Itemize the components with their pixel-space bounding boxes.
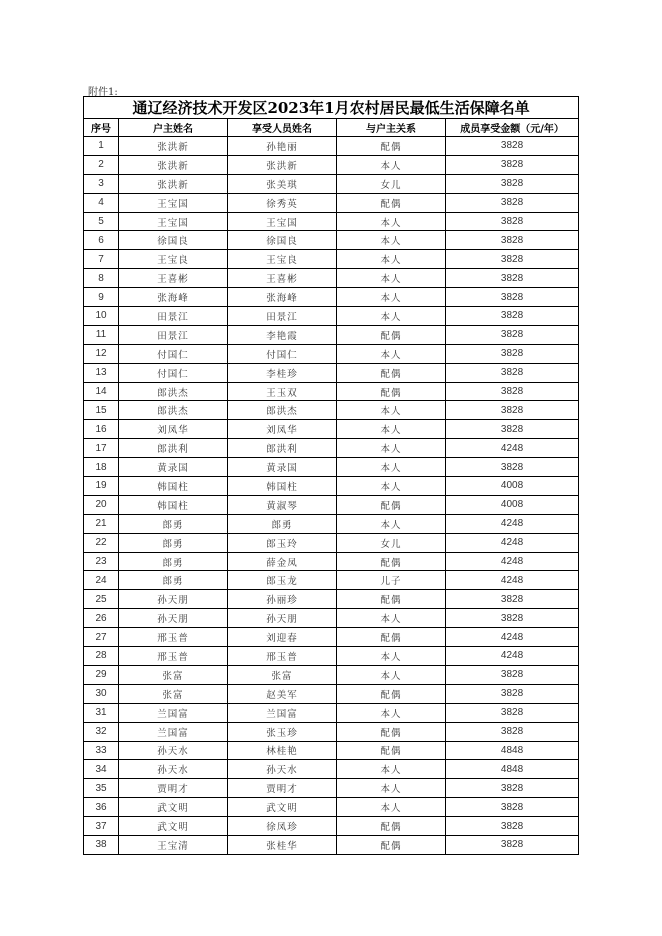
cell-household-head: 孙天朋 (119, 590, 228, 609)
cell-beneficiary: 黄淑琴 (228, 495, 337, 514)
cell-amount: 3828 (446, 250, 579, 269)
cell-beneficiary: 李桂珍 (228, 363, 337, 382)
cell-relationship: 配偶 (337, 193, 446, 212)
table-row (84, 722, 579, 741)
cell-relationship: 配偶 (337, 590, 446, 609)
table-row (84, 231, 579, 250)
cell-relationship: 配偶 (337, 363, 446, 382)
cell-serial: 5 (84, 212, 119, 231)
table-row (84, 307, 579, 326)
header-relationship: 与户主关系 (337, 119, 446, 137)
document-title: 通辽经济技术开发区2023年1月农村居民最低生活保障名单 (84, 97, 579, 119)
cell-amount: 3828 (446, 817, 579, 836)
cell-amount: 4248 (446, 533, 579, 552)
table-row (84, 420, 579, 439)
table-row (84, 703, 579, 722)
cell-household-head: 兰国富 (119, 722, 228, 741)
cell-relationship: 女儿 (337, 533, 446, 552)
table-row (84, 552, 579, 571)
cell-amount: 3828 (446, 155, 579, 174)
cell-beneficiary: 王喜彬 (228, 269, 337, 288)
subsistence-list-table (83, 96, 579, 855)
cell-household-head: 张洪新 (119, 137, 228, 156)
cell-relationship: 本人 (337, 609, 446, 628)
cell-amount: 3828 (446, 269, 579, 288)
cell-amount: 4008 (446, 495, 579, 514)
cell-beneficiary: 付国仁 (228, 344, 337, 363)
cell-beneficiary: 张玉珍 (228, 722, 337, 741)
cell-amount: 3828 (446, 325, 579, 344)
cell-household-head: 王喜彬 (119, 269, 228, 288)
cell-household-head: 刘凤华 (119, 420, 228, 439)
cell-serial: 29 (84, 665, 119, 684)
cell-household-head: 韩国柱 (119, 495, 228, 514)
annex-label: 附件1: (88, 87, 118, 98)
cell-serial: 7 (84, 250, 119, 269)
cell-serial: 24 (84, 571, 119, 590)
cell-amount: 3828 (446, 137, 579, 156)
cell-household-head: 张洪新 (119, 174, 228, 193)
cell-serial: 3 (84, 174, 119, 193)
cell-amount: 3828 (446, 174, 579, 193)
table-row (84, 590, 579, 609)
cell-beneficiary: 郎洪利 (228, 439, 337, 458)
cell-serial: 11 (84, 325, 119, 344)
cell-relationship: 配偶 (337, 552, 446, 571)
table-row (84, 817, 579, 836)
cell-household-head: 郎勇 (119, 514, 228, 533)
table-row (84, 269, 579, 288)
cell-household-head: 孙天朋 (119, 609, 228, 628)
cell-relationship: 配偶 (337, 835, 446, 854)
table-row (84, 835, 579, 854)
header-row (84, 119, 579, 137)
table-row (84, 684, 579, 703)
cell-relationship: 本人 (337, 779, 446, 798)
cell-serial: 28 (84, 647, 119, 666)
cell-household-head: 王宝国 (119, 212, 228, 231)
cell-amount: 3828 (446, 609, 579, 628)
cell-serial: 1 (84, 137, 119, 156)
cell-household-head: 张富 (119, 684, 228, 703)
cell-serial: 33 (84, 741, 119, 760)
cell-household-head: 王宝清 (119, 835, 228, 854)
cell-amount: 3828 (446, 420, 579, 439)
cell-serial: 16 (84, 420, 119, 439)
cell-serial: 21 (84, 514, 119, 533)
cell-amount: 3828 (446, 401, 579, 420)
cell-beneficiary: 张桂华 (228, 835, 337, 854)
cell-beneficiary: 郎洪杰 (228, 401, 337, 420)
cell-amount: 4248 (446, 647, 579, 666)
cell-amount: 4248 (446, 552, 579, 571)
cell-serial: 30 (84, 684, 119, 703)
cell-beneficiary: 孙丽珍 (228, 590, 337, 609)
cell-household-head: 张洪新 (119, 155, 228, 174)
cell-serial: 26 (84, 609, 119, 628)
title-row (84, 97, 579, 119)
cell-serial: 35 (84, 779, 119, 798)
cell-relationship: 本人 (337, 665, 446, 684)
cell-beneficiary: 张美琪 (228, 174, 337, 193)
cell-relationship: 配偶 (337, 741, 446, 760)
table-row (84, 495, 579, 514)
table-row (84, 401, 579, 420)
cell-household-head: 郎洪利 (119, 439, 228, 458)
cell-relationship: 本人 (337, 288, 446, 307)
header-serial: 序号 (84, 119, 119, 137)
cell-household-head: 武文明 (119, 817, 228, 836)
cell-relationship: 本人 (337, 458, 446, 477)
cell-household-head: 田景江 (119, 325, 228, 344)
cell-beneficiary: 邢玉普 (228, 647, 337, 666)
table-row (84, 477, 579, 496)
cell-serial: 2 (84, 155, 119, 174)
cell-household-head: 郎勇 (119, 552, 228, 571)
cell-amount: 4248 (446, 571, 579, 590)
cell-amount: 3828 (446, 212, 579, 231)
cell-household-head: 郎勇 (119, 533, 228, 552)
table-row (84, 741, 579, 760)
cell-relationship: 本人 (337, 420, 446, 439)
cell-amount: 3828 (446, 684, 579, 703)
table-row (84, 760, 579, 779)
cell-household-head: 兰国富 (119, 703, 228, 722)
cell-serial: 19 (84, 477, 119, 496)
table-row (84, 382, 579, 401)
cell-household-head: 贾明才 (119, 779, 228, 798)
cell-relationship: 本人 (337, 477, 446, 496)
cell-relationship: 本人 (337, 703, 446, 722)
cell-serial: 10 (84, 307, 119, 326)
cell-beneficiary: 贾明才 (228, 779, 337, 798)
cell-beneficiary: 徐国良 (228, 231, 337, 250)
table-row (84, 533, 579, 552)
cell-beneficiary: 李艳霞 (228, 325, 337, 344)
cell-relationship: 本人 (337, 760, 446, 779)
header-amount: 成员享受金额（元/年） (446, 119, 579, 137)
cell-serial: 38 (84, 835, 119, 854)
cell-relationship: 本人 (337, 344, 446, 363)
cell-household-head: 孙天水 (119, 741, 228, 760)
cell-serial: 34 (84, 760, 119, 779)
header-household-head: 户主姓名 (119, 119, 228, 137)
cell-relationship: 本人 (337, 439, 446, 458)
cell-serial: 22 (84, 533, 119, 552)
cell-relationship: 本人 (337, 514, 446, 533)
table-row (84, 174, 579, 193)
cell-serial: 4 (84, 193, 119, 212)
cell-beneficiary: 王宝良 (228, 250, 337, 269)
cell-amount: 4848 (446, 741, 579, 760)
cell-beneficiary: 徐秀英 (228, 193, 337, 212)
cell-amount: 3828 (446, 703, 579, 722)
cell-amount: 3828 (446, 798, 579, 817)
cell-serial: 27 (84, 628, 119, 647)
cell-relationship: 本人 (337, 250, 446, 269)
cell-beneficiary: 张洪新 (228, 155, 337, 174)
cell-beneficiary: 王玉双 (228, 382, 337, 401)
cell-serial: 32 (84, 722, 119, 741)
cell-relationship: 本人 (337, 231, 446, 250)
cell-serial: 12 (84, 344, 119, 363)
table-row (84, 458, 579, 477)
cell-amount: 3828 (446, 835, 579, 854)
cell-beneficiary: 张富 (228, 665, 337, 684)
cell-beneficiary: 郎勇 (228, 514, 337, 533)
cell-beneficiary: 赵美军 (228, 684, 337, 703)
cell-beneficiary: 刘凤华 (228, 420, 337, 439)
cell-relationship: 配偶 (337, 684, 446, 703)
table-row (84, 439, 579, 458)
table-row (84, 609, 579, 628)
table-row (84, 155, 579, 174)
cell-relationship: 配偶 (337, 495, 446, 514)
cell-amount: 3828 (446, 288, 579, 307)
cell-serial: 23 (84, 552, 119, 571)
cell-beneficiary: 孙天水 (228, 760, 337, 779)
cell-household-head: 孙天水 (119, 760, 228, 779)
cell-relationship: 儿子 (337, 571, 446, 590)
cell-household-head: 付国仁 (119, 363, 228, 382)
cell-relationship: 本人 (337, 212, 446, 231)
cell-beneficiary: 孙艳丽 (228, 137, 337, 156)
table-row (84, 665, 579, 684)
cell-amount: 4248 (446, 514, 579, 533)
cell-beneficiary: 韩国柱 (228, 477, 337, 496)
cell-beneficiary: 薛金凤 (228, 552, 337, 571)
cell-serial: 14 (84, 382, 119, 401)
table-row (84, 514, 579, 533)
cell-serial: 20 (84, 495, 119, 514)
cell-household-head: 徐国良 (119, 231, 228, 250)
cell-serial: 25 (84, 590, 119, 609)
cell-relationship: 本人 (337, 798, 446, 817)
table-row (84, 628, 579, 647)
cell-beneficiary: 林桂艳 (228, 741, 337, 760)
cell-household-head: 田景江 (119, 307, 228, 326)
cell-amount: 4008 (446, 477, 579, 496)
cell-serial: 17 (84, 439, 119, 458)
cell-amount: 4848 (446, 760, 579, 779)
table-row (84, 647, 579, 666)
cell-beneficiary: 黄录国 (228, 458, 337, 477)
cell-amount: 3828 (446, 590, 579, 609)
cell-serial: 15 (84, 401, 119, 420)
cell-beneficiary: 郎玉玲 (228, 533, 337, 552)
table-row (84, 779, 579, 798)
table-row (84, 571, 579, 590)
table-row (84, 137, 579, 156)
cell-serial: 18 (84, 458, 119, 477)
cell-household-head: 付国仁 (119, 344, 228, 363)
cell-amount: 3828 (446, 779, 579, 798)
cell-relationship: 本人 (337, 307, 446, 326)
cell-serial: 6 (84, 231, 119, 250)
cell-amount: 4248 (446, 628, 579, 647)
header-beneficiary: 享受人员姓名 (228, 119, 337, 137)
cell-household-head: 韩国柱 (119, 477, 228, 496)
cell-relationship: 配偶 (337, 137, 446, 156)
cell-amount: 3828 (446, 231, 579, 250)
cell-household-head: 王宝良 (119, 250, 228, 269)
cell-beneficiary: 兰国富 (228, 703, 337, 722)
cell-household-head: 邢玉普 (119, 647, 228, 666)
cell-serial: 8 (84, 269, 119, 288)
cell-relationship: 本人 (337, 155, 446, 174)
cell-household-head: 王宝国 (119, 193, 228, 212)
cell-amount: 3828 (446, 665, 579, 684)
cell-beneficiary: 徐凤珍 (228, 817, 337, 836)
cell-amount: 3828 (446, 722, 579, 741)
cell-beneficiary: 刘迎春 (228, 628, 337, 647)
table-row (84, 363, 579, 382)
cell-relationship: 配偶 (337, 722, 446, 741)
cell-amount: 3828 (446, 458, 579, 477)
cell-household-head: 张海峰 (119, 288, 228, 307)
cell-serial: 13 (84, 363, 119, 382)
cell-amount: 4248 (446, 439, 579, 458)
cell-amount: 3828 (446, 344, 579, 363)
cell-household-head: 邢玉普 (119, 628, 228, 647)
cell-beneficiary: 郎玉龙 (228, 571, 337, 590)
cell-beneficiary: 孙天朋 (228, 609, 337, 628)
cell-household-head: 武文明 (119, 798, 228, 817)
table-row (84, 212, 579, 231)
cell-relationship: 本人 (337, 401, 446, 420)
cell-serial: 9 (84, 288, 119, 307)
cell-relationship: 本人 (337, 647, 446, 666)
cell-relationship: 配偶 (337, 382, 446, 401)
cell-relationship: 女儿 (337, 174, 446, 193)
cell-household-head: 郎洪杰 (119, 401, 228, 420)
cell-amount: 3828 (446, 307, 579, 326)
table-row (84, 798, 579, 817)
cell-relationship: 配偶 (337, 628, 446, 647)
cell-serial: 36 (84, 798, 119, 817)
cell-household-head: 黄录国 (119, 458, 228, 477)
cell-relationship: 本人 (337, 269, 446, 288)
cell-serial: 31 (84, 703, 119, 722)
table-row (84, 344, 579, 363)
cell-beneficiary: 田景江 (228, 307, 337, 326)
cell-amount: 3828 (446, 193, 579, 212)
cell-household-head: 郎洪杰 (119, 382, 228, 401)
cell-serial: 37 (84, 817, 119, 836)
table-row (84, 193, 579, 212)
table-body (84, 97, 579, 855)
cell-relationship: 配偶 (337, 325, 446, 344)
table-row (84, 288, 579, 307)
table-row (84, 250, 579, 269)
cell-household-head: 张富 (119, 665, 228, 684)
cell-beneficiary: 武文明 (228, 798, 337, 817)
cell-beneficiary: 王宝国 (228, 212, 337, 231)
cell-beneficiary: 张海峰 (228, 288, 337, 307)
cell-amount: 3828 (446, 363, 579, 382)
cell-relationship: 配偶 (337, 817, 446, 836)
table-row (84, 325, 579, 344)
cell-amount: 3828 (446, 382, 579, 401)
cell-household-head: 郎勇 (119, 571, 228, 590)
